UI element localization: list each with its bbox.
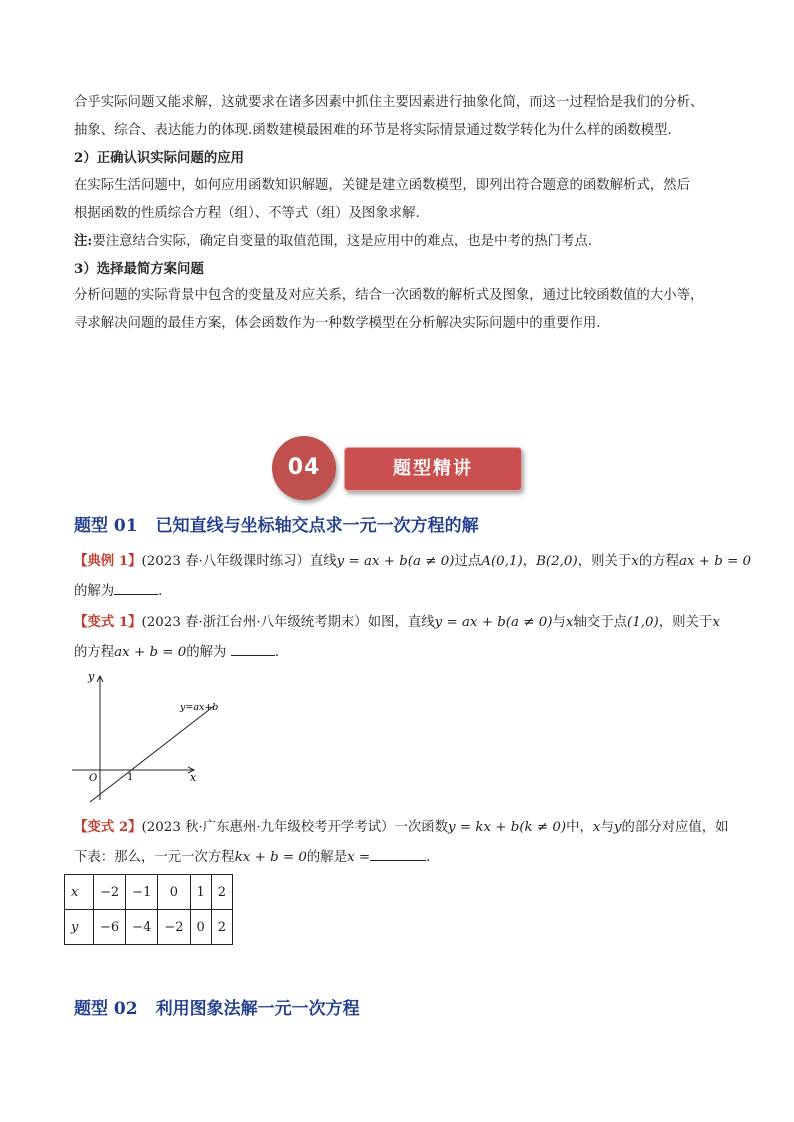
function-line	[90, 706, 214, 802]
example1-tag: 【典例 1】	[74, 553, 142, 569]
example1-line-2	[74, 580, 734, 602]
table-cell: 0	[190, 910, 211, 945]
variant2-line2b: 的解是	[306, 850, 348, 865]
example1-line-1	[74, 551, 752, 572]
variant2-x: x	[592, 820, 601, 835]
type02-label: 题型 02	[74, 999, 138, 1019]
table-cell: −2	[158, 910, 190, 945]
variant1-answer-blank[interactable]	[231, 641, 275, 656]
variant2-line-2	[74, 846, 734, 868]
variant2-answer-blank[interactable]	[370, 846, 426, 861]
variant2-line2a: 下表：那么，一元一次方程	[74, 850, 235, 865]
variant1-x2: x	[712, 615, 720, 630]
point3-line-2: 寻求解决问题的最佳方案，体会函数作为一种数学模型在分析解决实际问题中的重要作用.	[74, 316, 601, 331]
example1-equation-2: ax + b = 0	[678, 554, 752, 569]
variant2-mid: 中，	[566, 820, 593, 835]
point2-title: 2）正确认识实际问题的应用	[74, 150, 245, 166]
section-number-badge: 04	[272, 436, 336, 500]
table-head-y: y	[65, 910, 94, 945]
example1-end: .	[158, 584, 163, 599]
section-banner-bar	[344, 447, 522, 491]
example1-sep: ，	[522, 554, 537, 569]
intro-line-2: 抽象、综合、表达能力的体现.函数建模最困难的环节是将实际情景通过数学转化为什么样的函数模型.	[74, 123, 672, 138]
variant1-source: (2023 春·浙江台州·八年级统考期末）如图，直线	[141, 615, 435, 630]
variant1-tag: 【变式 1】	[74, 614, 142, 630]
variant2-mid3: 的部分对应值，如	[621, 820, 729, 835]
origin-label: O	[89, 773, 98, 784]
variant2-mid2: 与	[600, 820, 614, 835]
table-cell: −2	[94, 875, 126, 910]
table-cell: −1	[126, 875, 158, 910]
type01-title: 已知直线与坐标轴交点求一元一次方程的解	[155, 516, 479, 536]
value-table	[64, 874, 233, 945]
example1-point-a: A(0,1)	[481, 554, 523, 569]
note-label: 注:	[74, 233, 93, 249]
variant1-mid2: 轴交于点	[573, 615, 627, 630]
example1-answer-blank[interactable]	[114, 580, 158, 595]
example1-ask2: 的方程	[638, 554, 679, 569]
point2-note	[74, 231, 734, 252]
table-cell: 2	[211, 910, 232, 945]
example1-answer-prompt: 的解为	[74, 584, 115, 599]
table-cell: 1	[190, 875, 211, 910]
tick-label-1: 1	[127, 772, 134, 783]
variant2-tag: 【变式 2】	[74, 819, 142, 835]
variant1-equation-2: ax + b = 0	[114, 645, 187, 660]
variant1-line2b: 的解为	[186, 645, 227, 660]
example1-x: x	[631, 554, 639, 569]
point3-title: 3）选择最简方案问题	[74, 261, 204, 277]
example1-ask: ，则关于	[577, 554, 632, 569]
table-cell: −6	[94, 910, 126, 945]
table-cell: −4	[126, 910, 158, 945]
type02-heading	[74, 997, 360, 1021]
variant2-equation-2: kx + b = 0	[234, 850, 307, 865]
type02-title: 利用图象法解一元一次方程	[155, 999, 360, 1019]
variant2-equation: y = kx + b(k ≠ 0)	[448, 820, 567, 835]
variant1-line-1	[74, 612, 734, 633]
variant1-mid: 与	[552, 615, 566, 630]
type01-label: 题型 01	[74, 516, 138, 536]
note-text: 要注意结合实际，确定自变量的取值范围，这是应用中的难点，也是中考的热门考点.	[92, 234, 593, 249]
line-label: y=ax+b	[180, 702, 219, 713]
line-graph	[68, 666, 238, 806]
section-banner-title: 题型精讲	[393, 458, 473, 479]
variant2-y: y	[613, 820, 622, 835]
variant1-point: (1,0)	[627, 615, 659, 630]
point2-line-1: 在实际生活问题中，如何应用函数知识解题，关键是建立函数模型，即列出符合题意的函数解析式，然后	[74, 178, 690, 193]
example1-equation: y = ax + b(a ≠ 0)	[336, 554, 455, 569]
table-cell: 0	[158, 875, 190, 910]
point3-line-1: 分析问题的实际背景中包含的变量及对应关系，结合一次函数的解析式及图象，通过比较函数值的大小等，	[74, 288, 704, 303]
table-row-x	[65, 875, 233, 910]
table-head-x: x	[65, 875, 94, 910]
variant1-end: .	[274, 645, 279, 660]
variant2-answer-var: x =	[347, 850, 371, 865]
point2-line-2: 根据函数的性质综合方程（组）、不等式（组）及图象求解.	[74, 206, 420, 221]
variant2-end: .	[426, 850, 431, 865]
variant2-line-1	[74, 817, 734, 838]
intro-line-1: 合乎实际问题又能求解，这就要求在诸多因素中抓住主要因素进行抽象化简，而这一过程恰是我们的分析、	[74, 95, 704, 110]
variant1-equation: y = ax + b(a ≠ 0)	[434, 615, 553, 630]
example1-source: (2023 春·八年级课时练习）直线	[141, 554, 337, 569]
variant1-ask: ，则关于	[658, 615, 713, 630]
variant1-x: x	[565, 615, 574, 630]
example1-mid: 过点	[454, 554, 482, 569]
variant1-line-2	[74, 641, 734, 663]
type01-heading	[74, 514, 479, 538]
table-row-y	[65, 910, 233, 945]
y-axis-label: y	[88, 670, 95, 683]
table-cell: 2	[211, 875, 232, 910]
x-axis-label: x	[190, 771, 197, 784]
example1-point-b: B(2,0)	[536, 554, 578, 569]
variant1-line2a: 的方程	[74, 645, 115, 660]
variant2-source: (2023 秋·广东惠州·九年级校考开学考试）一次函数	[141, 820, 449, 835]
